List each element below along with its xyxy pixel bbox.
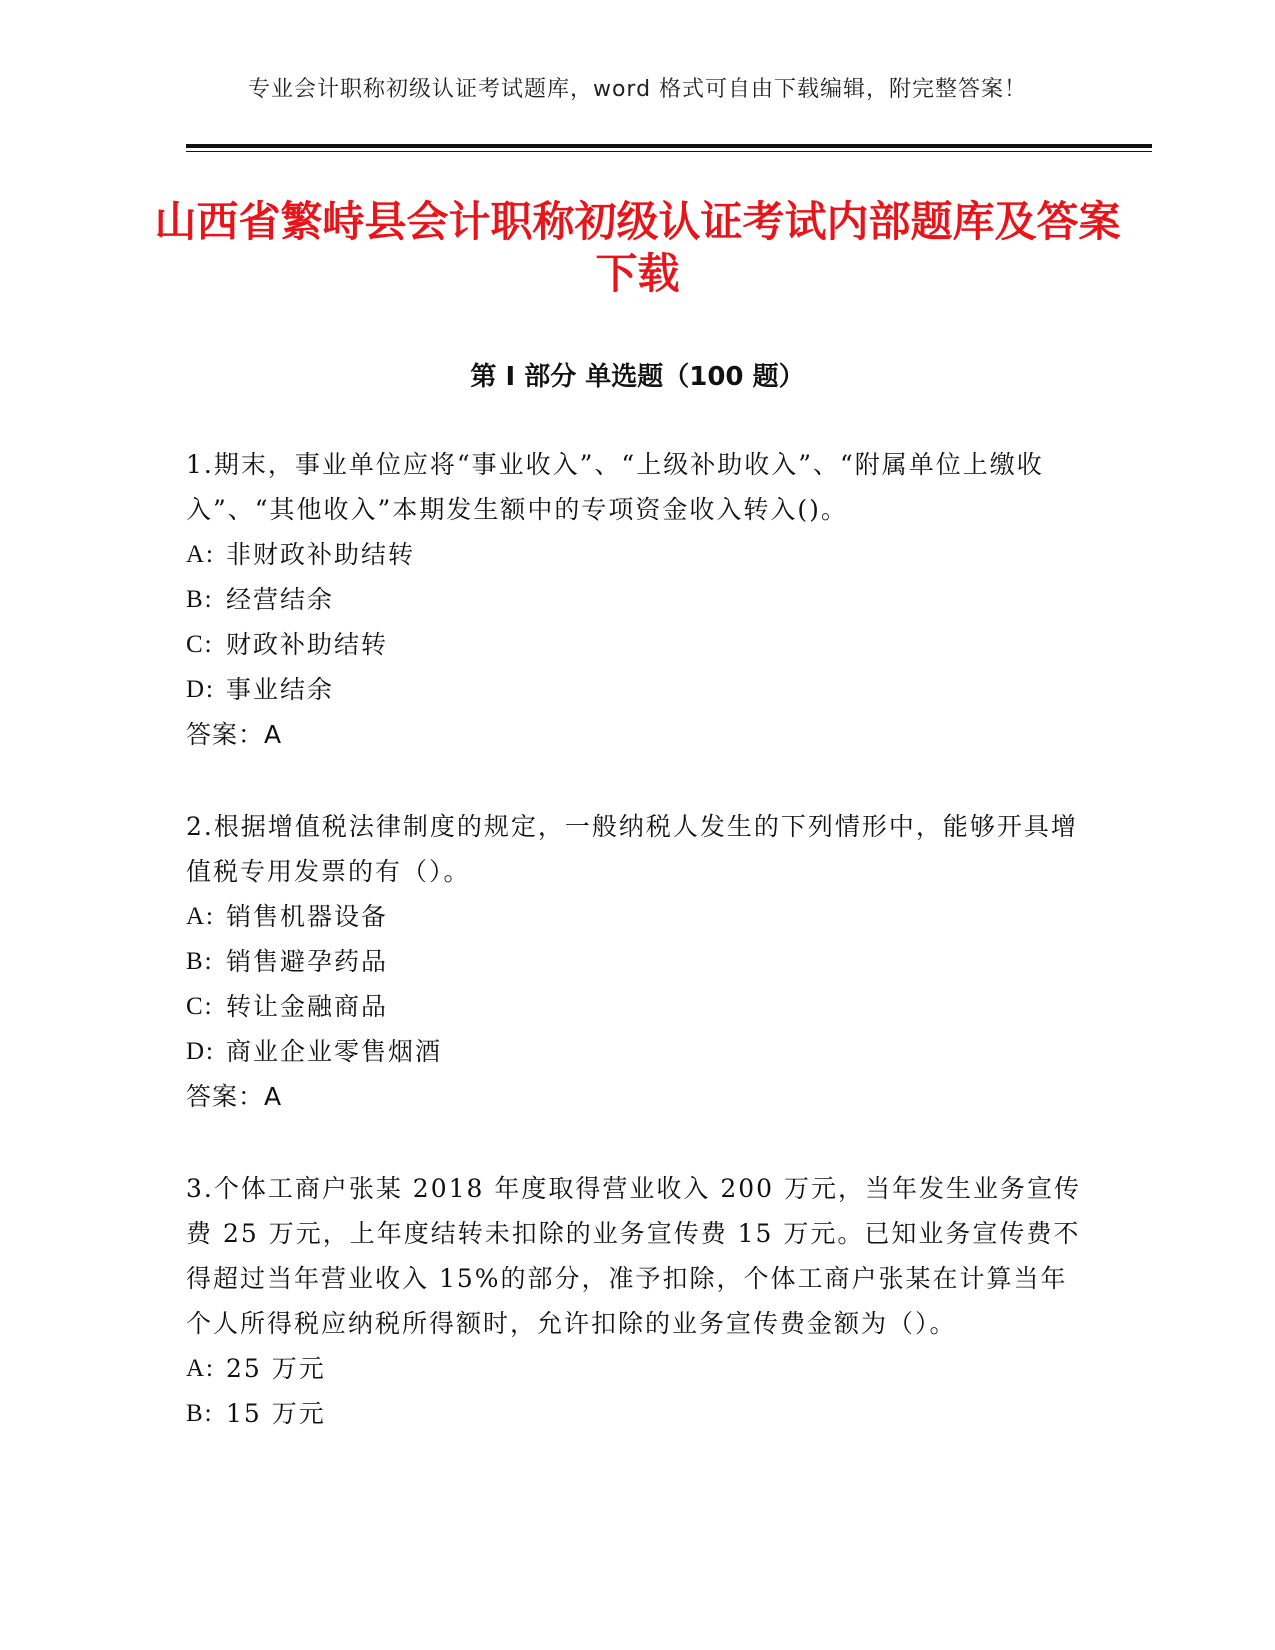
header-note: 专业会计职称初级认证考试题库，word 格式可自由下载编辑，附完整答案！ bbox=[247, 77, 1028, 102]
option-text: 转让金融商品 bbox=[226, 992, 389, 1021]
option-b bbox=[186, 577, 1086, 622]
option-b bbox=[186, 939, 1086, 984]
option-letter: B: bbox=[186, 948, 214, 975]
question-1 bbox=[186, 442, 1086, 757]
section-title: 第 I 部分 单选题（100 题） bbox=[470, 362, 805, 392]
option-a bbox=[186, 894, 1086, 939]
option-text: 销售机器设备 bbox=[226, 902, 389, 931]
option-text: 经营结余 bbox=[226, 585, 335, 614]
option-letter: B: bbox=[186, 586, 214, 613]
answer: 答案：A bbox=[186, 1082, 283, 1111]
option-text: 商业企业零售烟酒 bbox=[226, 1037, 443, 1066]
option-c bbox=[186, 984, 1086, 1029]
option-letter: D: bbox=[186, 1038, 215, 1065]
answer: 答案：A bbox=[186, 720, 283, 749]
option-letter: A: bbox=[186, 903, 215, 930]
question-2 bbox=[186, 804, 1086, 1119]
option-letter: C: bbox=[186, 993, 214, 1020]
question-list bbox=[186, 442, 1086, 1483]
option-c bbox=[186, 622, 1086, 667]
option-letter: A: bbox=[186, 541, 215, 568]
option-letter: A: bbox=[186, 1355, 215, 1382]
option-text: 15 万元 bbox=[226, 1399, 326, 1428]
header-rule-thick bbox=[186, 144, 1152, 148]
option-d bbox=[186, 1029, 1086, 1074]
option-text: 事业结余 bbox=[226, 675, 335, 704]
question-stem: 1.期末，事业单位应将“事业收入”、“上级补助收入”、“附属单位上缴收入”、“其他收入”本期发生额中的专项资金收入转入()。 bbox=[186, 450, 1044, 524]
option-text: 销售避孕药品 bbox=[226, 947, 389, 976]
option-b bbox=[186, 1391, 1086, 1436]
option-letter: C: bbox=[186, 631, 214, 658]
question-3 bbox=[186, 1166, 1086, 1436]
option-a bbox=[186, 532, 1086, 577]
option-text: 非财政补助结转 bbox=[226, 540, 416, 569]
option-a bbox=[186, 1346, 1086, 1391]
option-letter: B: bbox=[186, 1400, 214, 1427]
header-rule-thin bbox=[186, 151, 1152, 152]
question-stem: 2.根据增值税法律制度的规定，一般纳税人发生的下列情形中，能够开具增值税专用发票的有（）。 bbox=[186, 812, 1078, 886]
option-text: 财政补助结转 bbox=[226, 630, 389, 659]
question-stem: 3.个体工商户张某 2018 年度取得营业收入 200 万元，当年发生业务宣传费 25 万元，上年度结转未扣除的业务宣传费 15 万元。已知业务宣传费不得超过当年营业收入 15%的部分，准予扣除，个体工商户张某在计算当年个人所得税应纳税所得额时，允许扣除的业务宣传费金额为（）。 bbox=[186, 1174, 1081, 1338]
document-title: 山西省繁峙县会计职称初级认证考试内部题库及答案下载 bbox=[154, 197, 1121, 298]
option-d bbox=[186, 667, 1086, 712]
option-letter: D: bbox=[186, 676, 215, 703]
option-text: 25 万元 bbox=[226, 1354, 326, 1383]
